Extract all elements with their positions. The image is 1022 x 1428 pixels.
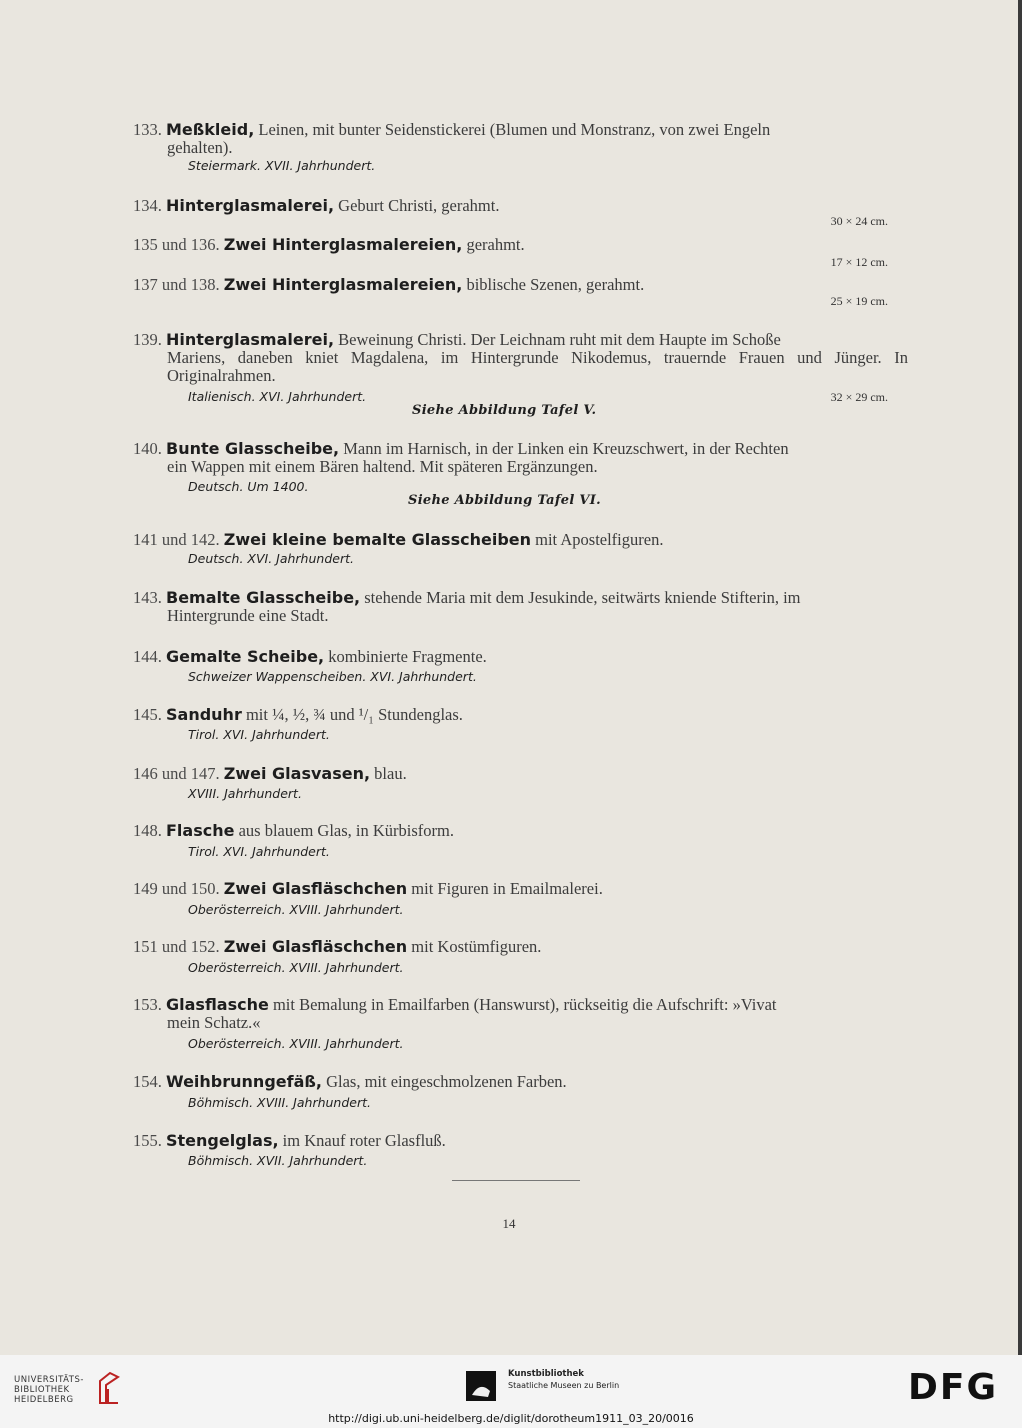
catalog-entry-149-150: 149 und 150. Zwei Glasfläschchen mit Figuren in Emailmalerei. <box>133 879 603 898</box>
kunstbibliothek-title: Kunstbibliothek <box>508 1369 584 1379</box>
catalog-entry-153: 153. Glasflasche mit Bemalung in Emailfarben (Hanswurst), rückseitig die Aufschrift: »Vivat mein Schatz.« <box>133 995 777 1032</box>
catalog-entry-151-152: 151 und 152. Zwei Glasfläschchen mit Kostümfiguren. <box>133 937 542 956</box>
entry-origin: Böhmisch. XVII. Jahrhundert. <box>188 1153 368 1168</box>
entry-origin: Tirol. XVI. Jahrhundert. <box>188 727 330 742</box>
catalog-entry-134: 134. Hinterglasmalerei, Geburt Christi, gerahmt. <box>133 196 500 215</box>
page-edge <box>1018 0 1022 1355</box>
entry-origin: Schweizer Wappenscheiben. XVI. Jahrhundert. <box>188 669 477 684</box>
catalog-entry-155: 155. Stengelglas, im Knauf roter Glasfluß. <box>133 1131 446 1150</box>
ub-logo-line: HEIDELBERG <box>14 1395 74 1405</box>
plate-reference: Siehe Abbildung Tafel V. <box>412 403 597 418</box>
ub-logo-line: BIBLIOTHEK <box>14 1385 70 1395</box>
entry-origin: Oberösterreich. XVIII. Jahrhundert. <box>188 1036 404 1051</box>
entry-origin: Deutsch. XVI. Jahrhundert. <box>188 551 354 566</box>
entry-dimensions: 30 × 24 cm. <box>830 214 888 228</box>
catalog-entry-154: 154. Weihbrunngefäß, Glas, mit eingeschmolzenen Farben. <box>133 1072 567 1091</box>
kunstbibliothek-logo-icon[interactable] <box>466 1371 496 1401</box>
permalink-url[interactable]: http://digi.ub.uni-heidelberg.de/diglit/dorotheum1911_03_20/0016 <box>328 1412 694 1425</box>
catalog-entry-146-147: 146 und 147. Zwei Glasvasen, blau. <box>133 764 407 783</box>
entry-origin: Italienisch. XVI. Jahrhundert. <box>188 389 367 404</box>
entry-dimensions: 25 × 19 cm. <box>830 294 888 308</box>
ub-mark-icon <box>96 1369 124 1407</box>
catalog-entry-145: 145. Sanduhr mit ¼, ½, ¾ und ¹/₁ Stundenglas. <box>133 705 463 724</box>
entry-origin: Deutsch. Um 1400. <box>188 479 309 494</box>
entry-origin: Oberösterreich. XVIII. Jahrhundert. <box>188 902 404 917</box>
catalog-entry-137-138: 137 und 138. Zwei Hinterglasmalereien, biblische Szenen, gerahmt. <box>133 275 645 294</box>
entry-origin: Oberösterreich. XVIII. Jahrhundert. <box>188 960 404 975</box>
kunstbibliothek-subtitle: Staatliche Museen zu Berlin <box>508 1381 620 1390</box>
entry-origin: Tirol. XVI. Jahrhundert. <box>188 844 330 859</box>
dfg-logo[interactable]: DFG <box>908 1367 999 1408</box>
catalog-entry-133: 133. Meßkleid, Leinen, mit bunter Seidenstickerei (Blumen und Monstranz, von zwei Engeln gehalten). <box>133 120 771 157</box>
catalog-entry-144: 144. Gemalte Scheibe, kombinierte Fragmente. <box>133 647 487 666</box>
ub-heidelberg-logo[interactable] <box>14 1375 84 1405</box>
catalog-entry-141-142: 141 und 142. Zwei kleine bemalte Glasscheiben mit Apostelfiguren. <box>133 530 664 549</box>
catalog-entry-139: 139. Hinterglasmalerei, Beweinung Christi. Der Leichnam ruht mit dem Haupte im Schoße Mariens, daneben kniet Magdalena, im Hintergrunde Nikodemus, trauernde Frauen und Jünger. In Originalrahmen. <box>133 330 908 385</box>
catalog-entry-140: 140. Bunte Glasscheibe, Mann im Harnisch, in der Linken ein Kreuzschwert, in der Rechten ein Wappen mit einem Bären haltend. Mit späteren Ergänzungen. <box>133 439 789 476</box>
entry-origin: Steiermark. XVII. Jahrhundert. <box>188 158 376 173</box>
catalog-entry-143: 143. Bemalte Glasscheibe, stehende Maria mit dem Jesukinde, seitwärts kniende Stifterin, im Hintergrunde eine Stadt. <box>133 588 801 625</box>
entry-origin: Böhmisch. XVIII. Jahrhundert. <box>188 1095 371 1110</box>
entry-dimensions: 32 × 29 cm. <box>830 390 888 404</box>
catalog-entry-148: 148. Flasche aus blauem Glas, in Kürbisform. <box>133 821 454 840</box>
entry-dimensions: 17 × 12 cm. <box>830 255 888 269</box>
closing-rule <box>452 1180 580 1181</box>
entry-origin: XVIII. Jahrhundert. <box>188 786 302 801</box>
digitization-footer <box>0 1355 1022 1428</box>
plate-reference: Siehe Abbildung Tafel VI. <box>408 493 601 508</box>
catalog-entry-135-136: 135 und 136. Zwei Hinterglasmalereien, gerahmt. <box>133 235 525 254</box>
page-number: 14 <box>502 1216 516 1231</box>
ub-logo-line: UNIVERSITÄTS- <box>14 1375 84 1385</box>
